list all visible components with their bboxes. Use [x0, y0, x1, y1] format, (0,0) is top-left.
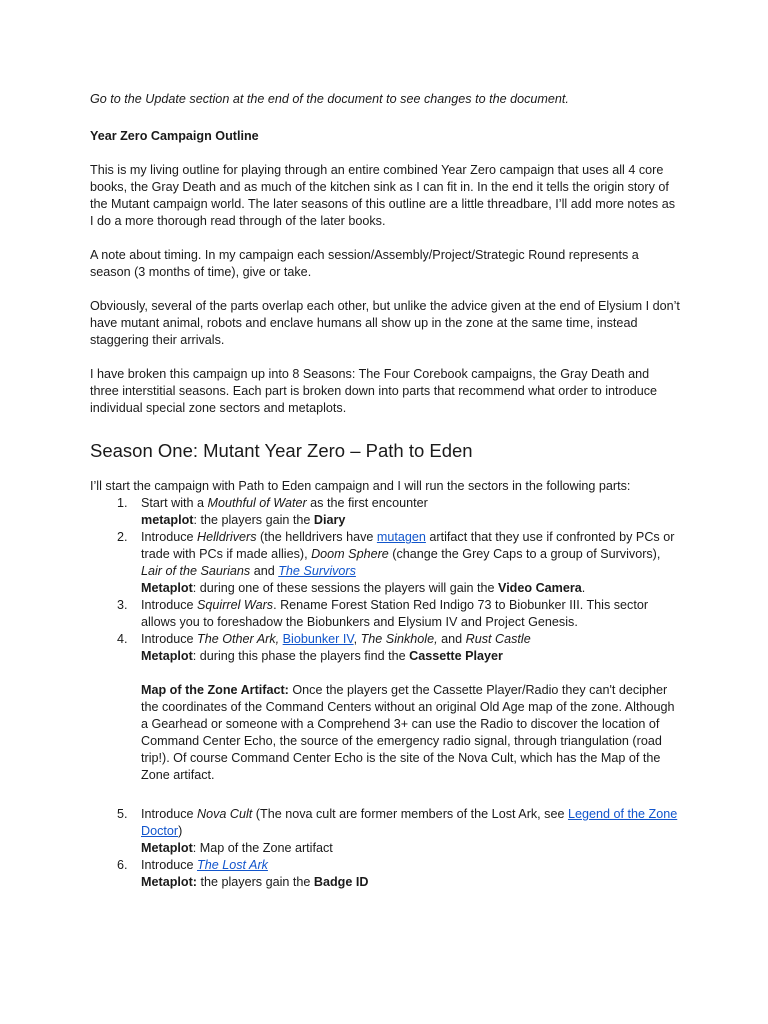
list-item — [90, 631, 680, 801]
item-number: 3. — [117, 598, 128, 613]
artifact-note-text: Once the players get the Cassette Player/Radio they can't decipher the coordinates of the Command Centers without an original Old Age map of the zone. Although a Gearhead or someone with a Comprehend 3+ can use the Radio to discover the location of Command Center Echo, the source of the emergency radio signal, through triangulation (road trip!). Of course Command Center Echo is the site of the Nova Cult, which has the Map of the Zone artifact. — [141, 683, 675, 783]
item-text: Introduce — [141, 632, 198, 647]
item-text: Introduce — [141, 858, 198, 873]
metaplot-text: : during one of these sessions the players will gain the — [192, 581, 499, 596]
item-text: Introduce — [141, 530, 198, 545]
metaplot-text: the players gain the — [196, 875, 314, 890]
item-text: Introduce — [141, 598, 198, 613]
item-text: and — [437, 632, 466, 647]
sector-name: Rust Castle — [465, 632, 531, 647]
paragraph-overview: This is my living outline for playing through an entire combined Year Zero campaign that uses all 4 core books, the Gray Death and as much of the kitchen sink as I can fit in. In the end it tells the origin story of the Mutant campaign world. The later seasons of this outline are a little threadbare, I’ll add more notes as I do a more thorough read through of the later books. — [90, 163, 676, 228]
list-item — [90, 857, 680, 891]
metaplot-label: Metaplot — [141, 581, 193, 596]
sector-name: The Sinkhole, — [360, 632, 438, 647]
item-text: as the first encounter — [306, 496, 428, 511]
paragraph-seasons: I have broken this campaign up into 8 Seasons: The Four Corebook campaigns, the Gray Death and three interstitial seasons. Each part is broken down into parts that recommend what order to introduce individual special zone sectors and metaplots. — [90, 367, 658, 415]
link-the-survivors[interactable]: The Survivors — [278, 564, 356, 579]
paragraph-timing: A note about timing. In my campaign each session/Assembly/Project/Strategic Round represents a season (3 months of time), give or take. — [90, 248, 639, 279]
item-number: 5. — [117, 807, 128, 822]
item-text: and — [250, 564, 279, 579]
artifact-note-label: Map of the Zone Artifact: — [141, 683, 289, 698]
intro-note: Go to the Update section at the end of the document to see changes to the document. — [90, 92, 569, 106]
link-the-lost-ark[interactable]: The Lost Ark — [197, 858, 268, 873]
metaplot-text: : Map of the Zone artifact — [192, 841, 333, 856]
sector-name: Mouthful of Water — [207, 496, 307, 511]
list-item — [90, 495, 680, 529]
artifact-note — [141, 682, 680, 784]
season-one-heading: Season One: Mutant Year Zero – Path to Eden — [90, 440, 473, 461]
item-text: artifact that they use if confronted by PCs or trade with PCs if made allies), — [141, 530, 675, 562]
item-text: (the helldrivers have — [256, 530, 377, 545]
spacer — [141, 784, 680, 801]
item-text: . — [581, 581, 586, 596]
metaplot-label: Metaplot — [141, 841, 193, 856]
artifact-name: Diary — [313, 513, 346, 528]
metaplot-text: : during this phase the players find the — [192, 649, 410, 664]
sector-name: Doom Sphere — [311, 547, 389, 562]
sector-name: Lair of the Saurians — [141, 564, 251, 579]
item-text: . Rename Forest Station Red Indigo 73 to Biobunker III. This sector allows you to foreshadow the Biobunkers and Elysium IV and Project Genesis. — [141, 598, 649, 630]
artifact-name: Video Camera — [498, 581, 582, 596]
item-number: 4. — [117, 632, 128, 647]
season-one-list — [90, 495, 680, 891]
item-text: ) — [178, 824, 183, 839]
season-one-lead: I’ll start the campaign with Path to Eden campaign and I will run the sectors in the following parts: — [90, 479, 631, 494]
document-title: Year Zero Campaign Outline — [90, 129, 259, 143]
item-number: 2. — [117, 530, 128, 545]
metaplot-label: Metaplot — [141, 649, 193, 664]
item-number: 1. — [117, 496, 128, 511]
item-text: Introduce — [141, 807, 198, 822]
list-item — [90, 529, 680, 597]
item-text: (The nova cult are former members of the Lost Ark, see — [252, 807, 568, 822]
sector-name: Helldrivers — [197, 530, 257, 545]
sector-name: Nova Cult — [197, 807, 253, 822]
artifact-name: Badge ID — [313, 875, 369, 890]
sector-name: The Other Ark, — [197, 632, 283, 647]
item-text: Start with a — [141, 496, 208, 511]
item-text: , — [353, 632, 361, 647]
sector-name: Squirrel Wars — [197, 598, 274, 613]
list-item — [90, 806, 680, 857]
document-body — [90, 91, 680, 891]
metaplot-label: Metaplot: — [141, 875, 197, 890]
artifact-name: Cassette Player — [409, 649, 503, 664]
list-item — [90, 597, 680, 631]
link-mutagen[interactable]: mutagen — [376, 530, 426, 545]
item-text: (change the Grey Caps to a group of Survivors), — [388, 547, 661, 562]
item-number: 6. — [117, 858, 128, 873]
link-legend-of-the-zone-doctor[interactable]: Legend of the Zone Doctor — [141, 807, 678, 839]
link-biobunker-iv[interactable]: Biobunker IV — [282, 632, 354, 647]
metaplot-label: metaplot — [141, 513, 194, 528]
metaplot-text: : the players gain the — [193, 513, 314, 528]
paragraph-overlap: Obviously, several of the parts overlap each other, but unlike the advice given at the end of Elysium I don’t have mutant animal, robots and enclave humans all show up in the zone at the same time, instead staggering their arrivals. — [90, 299, 680, 347]
